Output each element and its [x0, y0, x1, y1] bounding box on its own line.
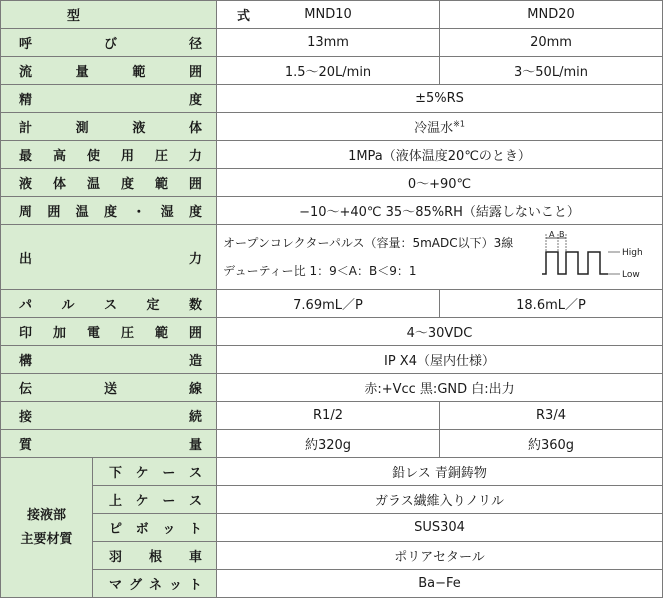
label-char: ー — [162, 494, 176, 509]
value-cell-merged: 1MPa（液体温度20℃のとき） — [217, 141, 663, 169]
label-char: 使 — [86, 149, 100, 164]
row-label-cell — [1, 225, 217, 290]
row-label-cell — [93, 458, 217, 486]
value-cell-mnd10: 7.69mL／P — [217, 290, 440, 318]
label-char: 流 — [19, 65, 33, 80]
label-char: 体 — [52, 177, 66, 192]
material-value-cell: ポリアセタール — [217, 542, 663, 570]
row-label — [19, 248, 202, 267]
label-char: 圧 — [120, 326, 134, 341]
row-label — [19, 145, 202, 164]
row-label — [19, 406, 202, 425]
material-value-cell: SUS304 — [217, 514, 663, 542]
label-char: 範 — [154, 177, 168, 192]
label-char: ト — [188, 522, 202, 537]
header-label-cell — [1, 1, 250, 29]
col-header-mnd20: MND20 — [440, 1, 663, 29]
label-char: 度 — [103, 205, 117, 220]
material-value-cell: ガラス繊維入りノリル — [217, 486, 663, 514]
label-char: 温 — [86, 177, 100, 192]
label-char: ー — [162, 466, 176, 481]
row-label-cell — [1, 346, 217, 374]
label-char: 根 — [148, 550, 162, 565]
row-label-cell — [1, 197, 217, 225]
row-label — [19, 89, 202, 108]
value-cell-mnd20: 3〜50L/min — [440, 57, 663, 85]
label-char: 電 — [86, 326, 100, 341]
label-char: 精 — [19, 93, 33, 108]
spec-row — [1, 169, 663, 197]
label-char: ス — [188, 494, 202, 509]
row-label-cell — [1, 141, 217, 169]
value-cell-merged: 赤:+Vcc 黒:GND 白:出力 — [217, 374, 663, 402]
label-char: ト — [188, 578, 202, 593]
label-char: 加 — [52, 326, 66, 341]
spec-row — [1, 29, 663, 57]
label-char: 印 — [19, 326, 33, 341]
row-label-cell — [93, 570, 217, 598]
material-row — [1, 570, 663, 598]
value-cell-mnd10: 約320g — [217, 430, 440, 458]
material-row — [1, 542, 663, 570]
row-label — [109, 574, 202, 593]
output-line-2: デューティー比 1：9＜A：B＜9：1 — [223, 264, 417, 278]
spec-row — [1, 346, 663, 374]
row-label — [19, 378, 202, 397]
label-char: 量 — [188, 438, 202, 453]
label-char: 温 — [75, 205, 89, 220]
row-label-cell — [1, 402, 217, 430]
label-char: 度 — [188, 205, 202, 220]
material-row — [1, 486, 663, 514]
label-char: 式 — [236, 9, 250, 24]
value-cell-mnd10: 1.5〜20L/min — [217, 57, 440, 85]
material-row — [1, 458, 663, 486]
label-char: 伝 — [19, 382, 33, 397]
row-label — [19, 350, 202, 369]
value-cell-merged: 冷温水$^{※1}$ — [217, 113, 663, 141]
label-char: 型 — [67, 9, 81, 24]
value-cell-merged: 4〜30VDC — [217, 318, 663, 346]
header-row — [1, 1, 663, 29]
output-value-cell — [217, 225, 663, 290]
label-char: グ — [128, 578, 142, 593]
spec-table-body — [1, 1, 663, 598]
label-char: 高 — [52, 149, 66, 164]
label-char: ケ — [135, 494, 149, 509]
row-label — [19, 173, 202, 192]
pulse-waveform-line — [542, 252, 608, 274]
label-char: ス — [103, 298, 117, 313]
row-label-cell — [93, 542, 217, 570]
label-char: ネ — [148, 578, 162, 593]
row-label — [19, 61, 202, 80]
label-char: 液 — [19, 177, 33, 192]
row-label — [109, 546, 202, 565]
row-label — [109, 490, 202, 509]
label-char: 用 — [120, 149, 134, 164]
label-char: ス — [188, 466, 202, 481]
label-char: 力 — [188, 251, 202, 267]
label-char: ピ — [109, 522, 123, 537]
label-char: び — [103, 37, 117, 52]
label-char: 定 — [146, 298, 160, 313]
material-row — [1, 514, 663, 542]
value-cell-merged: 0〜+90℃ — [217, 169, 663, 197]
label-char: 圧 — [154, 149, 168, 164]
output-content — [223, 229, 656, 285]
spec-row — [1, 113, 663, 141]
output-text — [223, 229, 513, 285]
value-cell-mnd20: 約360g — [440, 430, 663, 458]
spec-row — [1, 374, 663, 402]
row-label-cell — [93, 514, 217, 542]
label-char: 液 — [132, 121, 146, 136]
value-cell-mnd10: R1/2 — [217, 402, 440, 430]
material-group-line-2: 主要材質 — [20, 531, 73, 547]
row-label — [19, 117, 202, 136]
spec-row — [1, 141, 663, 169]
material-group-cell — [1, 458, 93, 598]
value-cell-merged: IP X4（屋内仕様） — [217, 346, 663, 374]
spec-row — [1, 402, 663, 430]
header-label — [19, 5, 290, 24]
row-label-cell — [1, 57, 217, 85]
value-cell-merged: ±5%RS — [217, 85, 663, 113]
dimension-b-label: B — [559, 230, 565, 239]
label-char: ・ — [132, 205, 146, 220]
row-label — [109, 462, 202, 481]
label-char: 囲 — [188, 177, 202, 192]
value-cell-mnd10: 13mm — [217, 29, 440, 57]
label-char: 囲 — [188, 326, 202, 341]
label-char: 造 — [188, 354, 202, 369]
material-value-cell: Ba−Fe — [217, 570, 663, 598]
row-label-cell — [1, 169, 217, 197]
row-label-cell — [1, 29, 217, 57]
label-char: 計 — [19, 121, 33, 136]
label-char: 体 — [188, 121, 202, 136]
row-label-cell — [1, 318, 217, 346]
row-label-cell — [1, 290, 217, 318]
label-char: ッ — [168, 578, 182, 593]
material-group-line-1: 接液部 — [26, 507, 66, 523]
label-char: 呼 — [19, 37, 33, 52]
label-char: 続 — [188, 410, 202, 425]
label-char: 囲 — [188, 65, 202, 80]
label-char: パ — [19, 298, 33, 313]
label-char: 送 — [103, 382, 117, 397]
label-char: 下 — [109, 466, 123, 481]
output-line-1: オープンコレクターパルス（容量：5mADC以下）3線 — [223, 236, 514, 250]
output-row — [1, 225, 663, 290]
row-label-cell — [93, 486, 217, 514]
row-label-cell — [1, 85, 217, 113]
label-char: ル — [61, 298, 75, 313]
label-char: 径 — [188, 37, 202, 52]
label-char: 周 — [19, 205, 33, 220]
label-char: 測 — [75, 121, 89, 136]
row-label — [19, 33, 202, 52]
label-char: 車 — [188, 550, 202, 565]
label-char: 湿 — [160, 205, 174, 220]
row-label — [19, 201, 202, 220]
label-char: 線 — [188, 382, 202, 397]
label-char: 囲 — [47, 205, 61, 220]
label-char: 羽 — [109, 550, 123, 565]
label-char: 接 — [19, 410, 33, 425]
label-char: ッ — [162, 522, 176, 537]
label-char: 質 — [19, 438, 33, 453]
footnote-mark: ※1 — [453, 119, 465, 129]
spec-row — [1, 318, 663, 346]
spec-row — [1, 197, 663, 225]
label-char: 度 — [188, 93, 202, 108]
row-label-cell — [1, 430, 217, 458]
label-char: 上 — [109, 494, 123, 509]
high-level-label: High — [622, 248, 643, 258]
value-cell-mnd20: 20mm — [440, 29, 663, 57]
row-label-cell — [1, 374, 217, 402]
row-label — [19, 294, 202, 313]
value-cell-mnd20: 18.6mL／P — [440, 290, 663, 318]
value-cell-mnd20: R3/4 — [440, 402, 663, 430]
label-char: 数 — [188, 298, 202, 313]
pulse-waveform-diagram — [538, 230, 656, 284]
label-char: 度 — [120, 177, 134, 192]
label-char: マ — [109, 578, 123, 593]
label-char: 構 — [19, 354, 33, 369]
value-cell-merged: −10〜+40℃ 35〜85%RH（結露しないこと） — [217, 197, 663, 225]
label-char: 出 — [19, 251, 33, 267]
label-char: 最 — [19, 149, 33, 164]
label-char: ケ — [135, 466, 149, 481]
row-label-cell — [1, 113, 217, 141]
label-char: ボ — [135, 522, 149, 537]
label-char: 範 — [132, 65, 146, 80]
row-label — [19, 434, 202, 453]
spec-row — [1, 57, 663, 85]
spec-row — [1, 85, 663, 113]
dimension-a-label: A — [549, 230, 555, 239]
label-char: 力 — [188, 149, 202, 164]
row-label — [109, 518, 202, 537]
spec-row — [1, 290, 663, 318]
material-value-cell: 鉛レス 青銅鋳物 — [217, 458, 663, 486]
low-level-label: Low — [622, 270, 640, 280]
spec-row — [1, 430, 663, 458]
label-char: 範 — [154, 326, 168, 341]
col-header-mnd10: MND10 — [217, 1, 440, 29]
label-char: 量 — [75, 65, 89, 80]
row-label — [19, 322, 202, 341]
